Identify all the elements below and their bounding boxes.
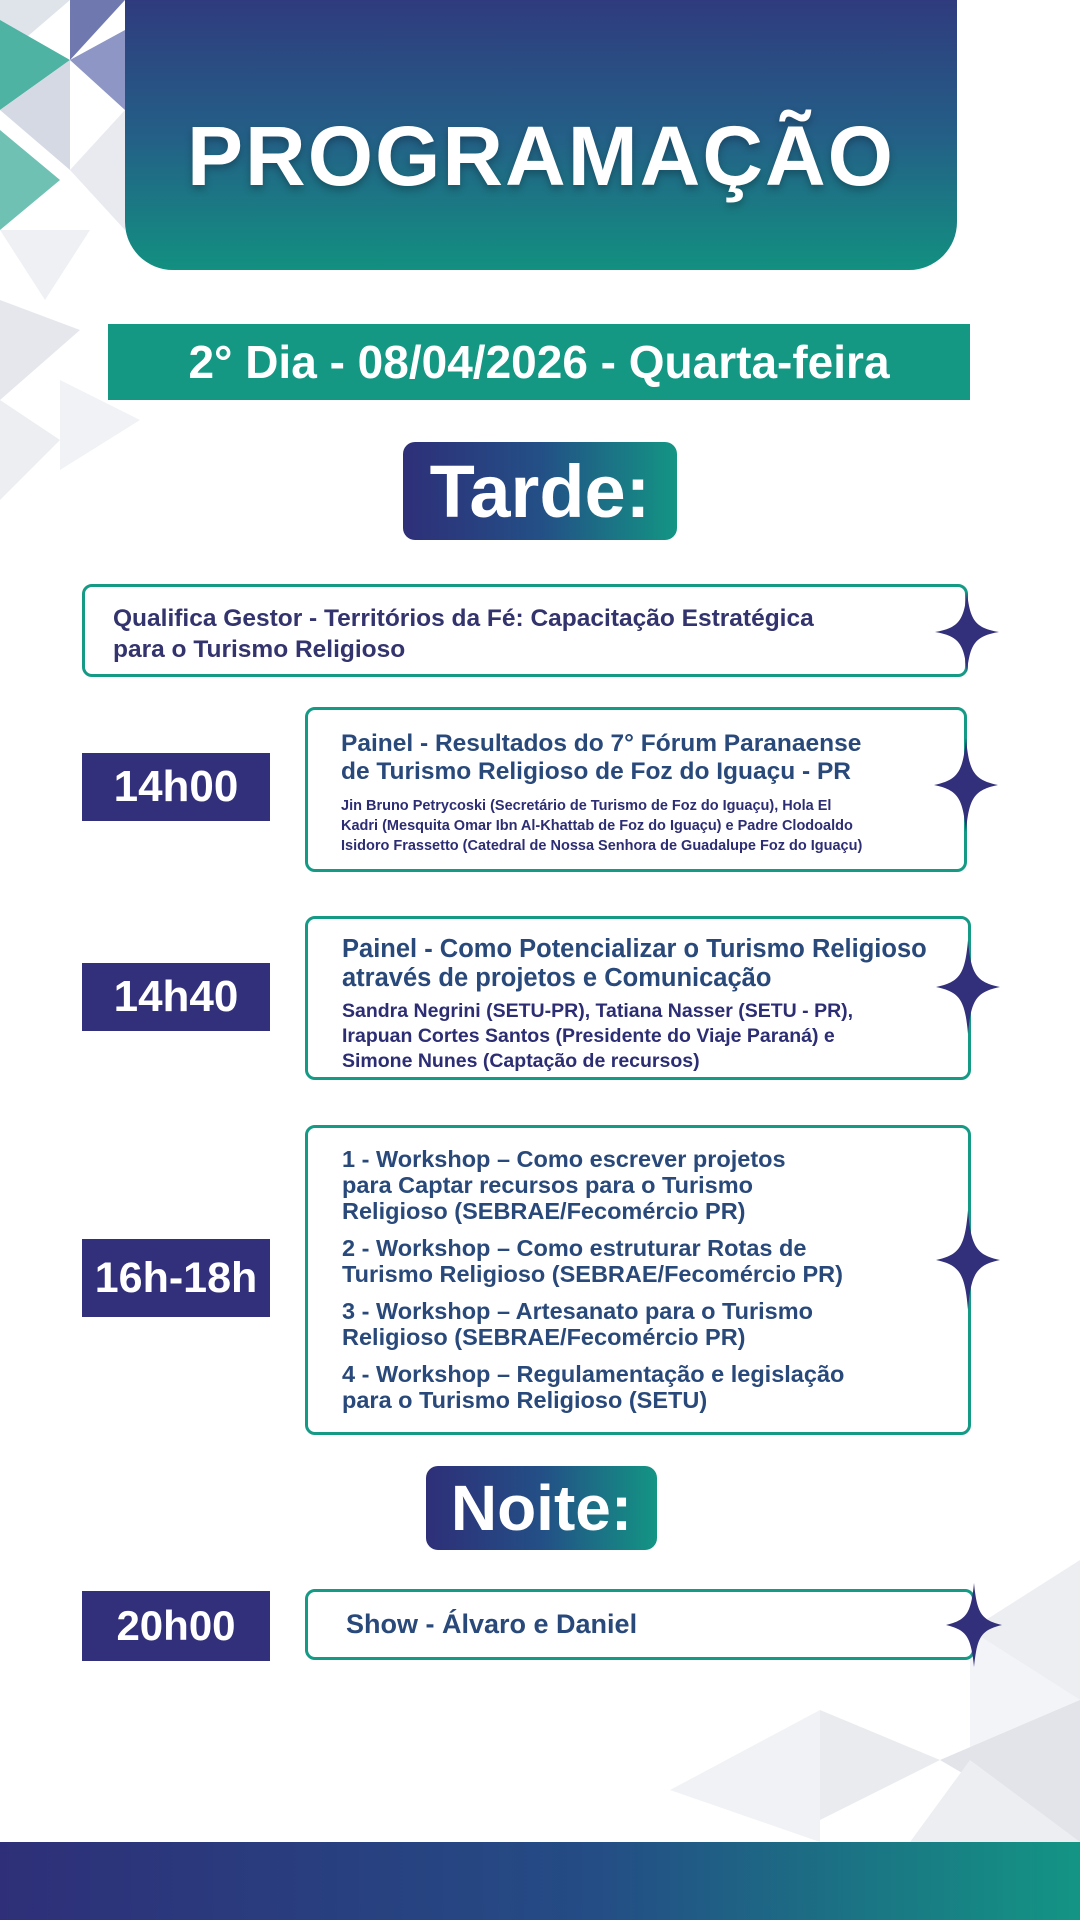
event-speakers-line-3: Simone Nunes (Captação de recursos) (342, 1050, 700, 1072)
event-title-line-1: Painel - Resultados do 7° Fórum Paranaense (341, 730, 862, 757)
sparkle-icon (934, 738, 998, 832)
sparkle-icon (936, 940, 1000, 1034)
page-title: PROGRAMAÇÃO (187, 108, 895, 203)
section-noite-label: Noite: (426, 1466, 657, 1550)
sparkle-icon (946, 1583, 1002, 1667)
event-title-line-2: através de projetos e Comunicação (342, 964, 772, 992)
event-card-painel-resultados (305, 707, 967, 872)
sparkle-icon (935, 592, 999, 672)
event-speakers-line-2: Irapuan Cortes Santos (Presidente do Viaje Paraná) e (342, 1025, 835, 1047)
qualifica-line-2: para o Turismo Religioso (113, 636, 406, 663)
event-speakers-line-1: Jin Bruno Petrycoski (Secretário de Turismo de Foz do Iguaçu), Hola El (341, 798, 832, 814)
event-card-painel-potencializar (305, 916, 971, 1080)
time-badge-14h40: 14h40 (82, 963, 270, 1031)
event-speakers-line-2: Kadri (Mesquita Omar Ibn Al-Khattab de Foz do Iguaçu) e Padre Clodoaldo (341, 818, 853, 834)
time-badge-16h-18h: 16h-18h (82, 1239, 270, 1317)
event-card-show (305, 1589, 975, 1660)
event-title-line-2: de Turismo Religioso de Foz do Iguaçu - PR (341, 758, 851, 785)
workshop-item-3: 3 - Workshop – Artesanato para o Turismo Religioso (SEBRAE/Fecomércio PR) (342, 1298, 813, 1350)
event-title-line-1: Show - Álvaro e Daniel (346, 1609, 638, 1639)
workshop-item-1: 1 - Workshop – Como escrever projetos para Captar recursos para o Turismo Religioso (SEBRAE/Fecomércio PR) (342, 1146, 786, 1224)
event-speakers-line-1: Sandra Negrini (SETU-PR), Tatiana Nasser (SETU - PR), (342, 1000, 854, 1022)
event-title-line-1: Painel - Como Potencializar o Turismo Religioso (342, 935, 927, 963)
sparkle-icon (936, 1210, 1000, 1310)
time-badge-20h00: 20h00 (82, 1591, 270, 1661)
footer-bar (0, 1842, 1080, 1920)
day-banner: 2° Dia - 08/04/2026 - Quarta-feira (108, 324, 970, 400)
qualifica-card (82, 584, 968, 677)
event-speakers-line-3: Isidoro Frassetto (Catedral de Nossa Senhora de Guadalupe Foz do Iguaçu) (341, 838, 863, 854)
event-card-workshops (305, 1125, 971, 1435)
workshop-item-2: 2 - Workshop – Como estruturar Rotas de Turismo Religioso (SEBRAE/Fecomércio PR) (342, 1235, 843, 1287)
header-banner (125, 0, 957, 270)
section-tarde-label: Tarde: (403, 442, 677, 540)
workshop-item-4: 4 - Workshop – Regulamentação e legislação para o Turismo Religioso (SETU) (342, 1361, 845, 1413)
time-badge-14h00: 14h00 (82, 753, 270, 821)
qualifica-line-1: Qualifica Gestor - Territórios da Fé: Capacitação Estratégica (113, 605, 814, 632)
